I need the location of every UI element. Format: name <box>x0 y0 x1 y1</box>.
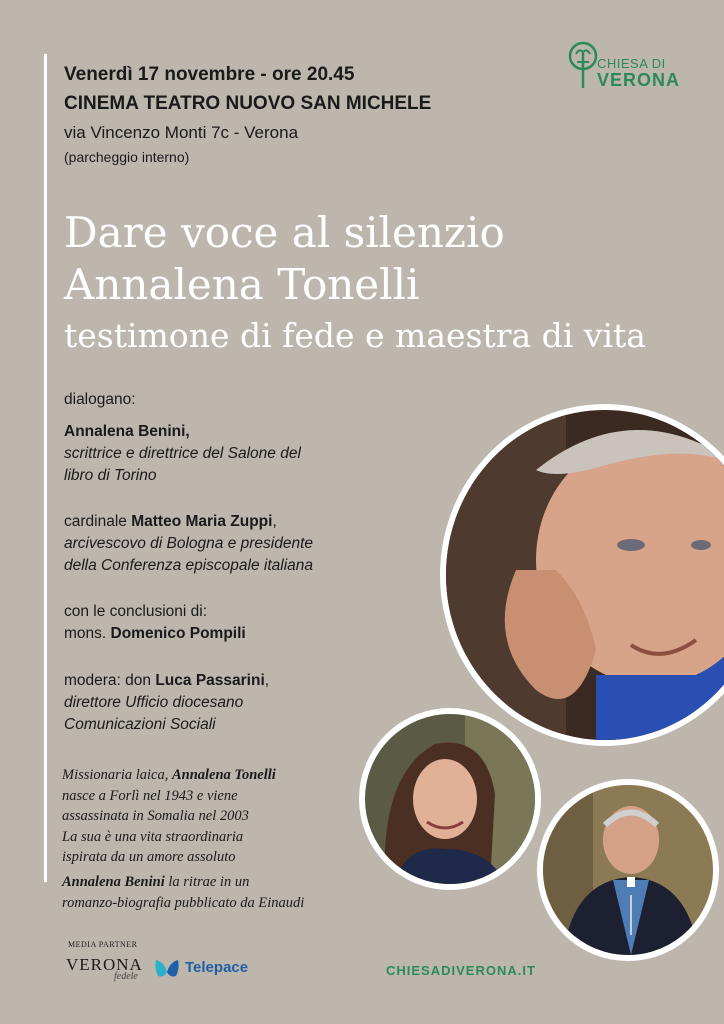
speaker-name: Luca Passarini <box>155 672 265 689</box>
bio-text: romanzo-biografia pubblicato da Einaudi <box>62 894 305 911</box>
bio-text: Missionaria laica, <box>62 767 172 783</box>
conclusions-intro: con le conclusioni di: <box>64 603 208 620</box>
speaker-role: arcivescovo di Bologna e presidente <box>64 535 314 552</box>
vertical-divider <box>44 54 47 882</box>
speaker-passarini <box>64 670 269 736</box>
bio-text: la ritrae in un <box>164 874 250 890</box>
telepace-logo: Telepace <box>185 959 249 976</box>
bio-text: La sua è una vita straordinaria <box>62 828 244 845</box>
speaker-prefix: modera: don <box>64 672 156 689</box>
verona-fedele-logo-sub: fedele <box>114 971 138 982</box>
photo-annalena-benini <box>359 708 541 890</box>
event-venue: CINEMA TEATRO NUOVO SAN MICHELE <box>64 93 432 114</box>
title-line3: testimone di fede e maestra di vita <box>64 316 646 355</box>
title-line2: Annalena Tonelli <box>64 260 420 309</box>
event-parking-note: (parcheggio interno) <box>64 149 190 165</box>
bio-text: assassinata in Somalia nel 2003 <box>62 808 249 824</box>
speaker-prefix: cardinale <box>64 513 132 530</box>
speaker-role: Comunicazioni Sociali <box>64 716 216 733</box>
speaker-prefix: mons. <box>64 625 111 642</box>
chiesa-di-verona-logo <box>567 40 681 94</box>
logo-line1: CHIESA DI <box>597 56 666 71</box>
speaker-suffix: , <box>264 672 270 689</box>
bio-text: ispirata da un amore assoluto <box>62 849 236 865</box>
bio-book <box>62 872 304 913</box>
website-url[interactable]: CHIESADIVERONA.IT <box>386 963 536 978</box>
logo-line2: VERONA <box>597 70 681 90</box>
speaker-name: Domenico Pompili <box>110 625 246 642</box>
telepace-logo-icon <box>154 956 180 980</box>
bio-tonelli <box>62 765 276 868</box>
bio-name: Annalena Tonelli <box>171 767 276 783</box>
speaker-name: Annalena Benini, <box>64 423 190 440</box>
bio-name: Annalena Benini <box>62 874 165 890</box>
speaker-role: della Conferenza episcopale italiana <box>64 557 314 574</box>
speaker-name: Matteo Maria Zuppi <box>131 513 273 530</box>
bio-text: nasce a Forlì nel 1943 e viene <box>62 787 238 804</box>
photo-annalena-tonelli <box>440 404 724 746</box>
chiesa-logo-icon <box>567 40 599 90</box>
title-line1: Dare voce al silenzio <box>64 208 505 257</box>
speaker-zuppi <box>64 511 313 577</box>
speaker-pompili <box>64 601 246 645</box>
verona-fedele-logo: VERONA <box>66 955 143 974</box>
speakers-intro: dialogano: <box>64 391 136 408</box>
event-address: via Vincenzo Monti 7c - Verona <box>64 123 299 142</box>
photo-matteo-zuppi <box>537 779 719 961</box>
speaker-role: libro di Torino <box>64 467 157 484</box>
media-partner-label: MEDIA PARTNER <box>68 940 138 949</box>
speaker-benini <box>64 421 301 487</box>
event-date-time: Venerdì 17 novembre - ore 20.45 <box>64 64 355 85</box>
speaker-role: direttore Ufficio diocesano <box>64 694 244 711</box>
speaker-suffix: , <box>272 513 277 530</box>
speaker-role: scrittrice e direttrice del Salone del <box>64 445 301 462</box>
